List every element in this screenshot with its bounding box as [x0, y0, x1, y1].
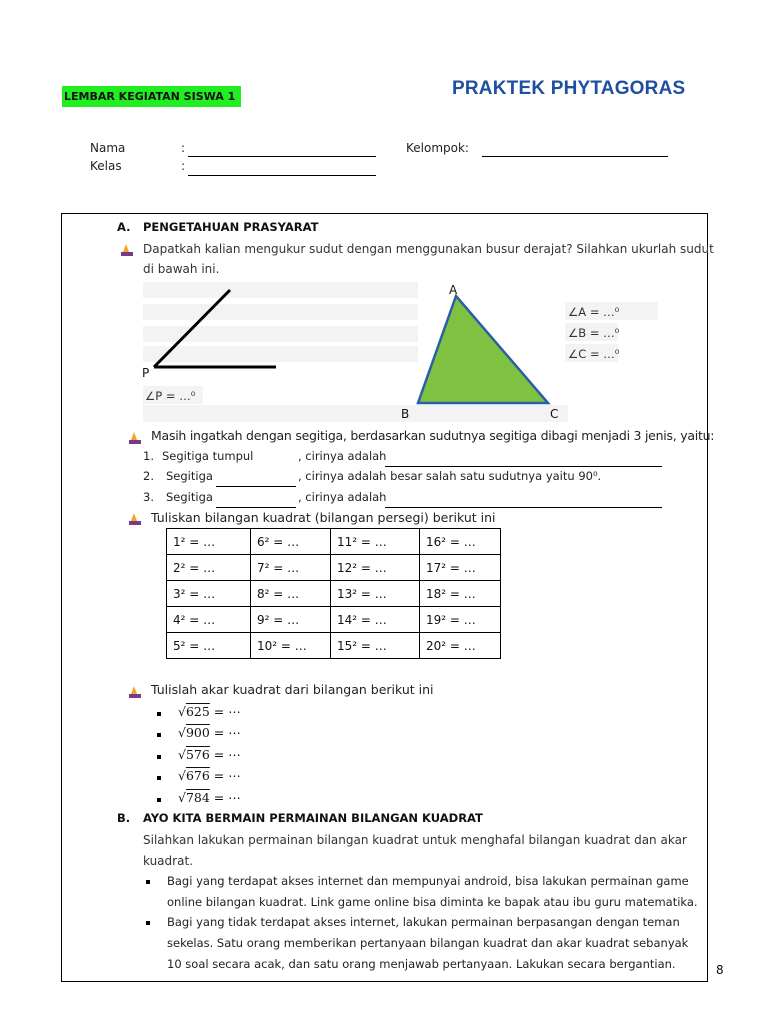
root-item: √576 = ⋯ [178, 747, 241, 762]
page-title: PRAKTEK PHYTAGORAS [452, 78, 686, 99]
table-cell[interactable]: 9² = … [251, 607, 331, 633]
item-3-b: , cirinya adalah [298, 490, 387, 504]
kelompok-field[interactable] [482, 142, 668, 161]
section-b-intro-1: Silahkan lakukan permainan bilangan kuadrat untuk menghafal bilangan kuadrat dan akar [143, 833, 687, 847]
nama-field[interactable] [188, 142, 376, 161]
table-cell[interactable]: 13² = … [331, 581, 420, 607]
table-cell[interactable]: 18² = … [420, 581, 501, 607]
b2-line3: 10 soal secara acak, dan satu orang menjawab pertanyaan. Lakukan secara bergantian. [167, 957, 676, 971]
pencil-bullet-icon [129, 686, 141, 698]
pencil-bullet-icon [129, 432, 141, 444]
table-cell[interactable]: 16² = … [420, 529, 501, 555]
item-3-num: 3. [143, 490, 154, 504]
q4-text: Tulislah akar kuadrat dari bilangan berikut ini [151, 682, 434, 697]
table-row [167, 581, 501, 607]
table-cell[interactable]: 2² = … [167, 555, 251, 581]
angle-p-figure [140, 280, 290, 380]
item-2-b: , cirinya adalah besar salah satu sudutnya yaitu 90⁰. [298, 469, 602, 483]
vertex-a-label: A [449, 283, 458, 297]
kelas-field[interactable] [188, 161, 376, 180]
item-1-b: , cirinya adalah [298, 449, 387, 463]
table-cell[interactable]: 6² = … [251, 529, 331, 555]
vertex-c-label: C [550, 407, 559, 421]
b1-line1: Bagi yang terdapat akses internet dan mempunyai android, bisa lakukan permainan game [167, 874, 689, 888]
table-cell[interactable]: 15² = … [331, 633, 420, 659]
table-cell[interactable]: 3² = … [167, 581, 251, 607]
table-cell[interactable]: 14² = … [331, 607, 420, 633]
q1-line2: di bawah ini. [143, 262, 220, 276]
section-a-title: PENGETAHUAN PRASYARAT [143, 220, 319, 234]
angle-a-answer: ∠A = …⁰ [568, 305, 620, 319]
table-cell[interactable]: 19² = … [420, 607, 501, 633]
root-item: √784 = ⋯ [178, 790, 241, 805]
triangle-abc-figure [410, 290, 555, 410]
table-cell[interactable]: 7² = … [251, 555, 331, 581]
table-row [167, 555, 501, 581]
section-b-intro-2: kuadrat. [143, 854, 193, 868]
kelas-label: Kelas [90, 159, 122, 173]
section-a-letter: A. [117, 220, 131, 234]
pencil-bullet-icon [129, 513, 141, 525]
table-cell[interactable]: 20² = … [420, 633, 501, 659]
table-cell[interactable]: 5² = … [167, 633, 251, 659]
root-item: √676 = ⋯ [178, 768, 241, 783]
table-cell[interactable]: 4² = … [167, 607, 251, 633]
angle-p-vertex-label: P [142, 366, 150, 380]
root-item: √900 = ⋯ [178, 725, 241, 740]
table-cell[interactable]: 11² = … [331, 529, 420, 555]
nama-colon: : [181, 141, 186, 155]
item-2-blank[interactable] [216, 472, 296, 491]
pencil-bullet-icon [121, 244, 133, 256]
vertex-b-label: B [401, 407, 410, 421]
q3-text: Tuliskan bilangan kuadrat (bilangan persegi) berikut ini [151, 510, 496, 525]
item-1-a: Segitiga tumpul [162, 449, 254, 463]
q1-line1: Dapatkah kalian mengukur sudut dengan menggunakan busur derajat? Silahkan ukurlah sudut [143, 242, 714, 256]
section-b-letter: B. [117, 811, 131, 825]
root-item: √625 = ⋯ [178, 704, 241, 719]
angle-c-answer: ∠C = …⁰ [568, 347, 620, 361]
section-b-title: AYO KITA BERMAIN PERMAINAN BILANGAN KUADRAT [143, 811, 483, 825]
angle-b-answer: ∠B = …⁰ [568, 326, 620, 340]
worksheet-tag: LEMBAR KEGIATAN SISWA 1 [62, 86, 241, 107]
table-cell[interactable]: 17² = … [420, 555, 501, 581]
kelas-colon: : [181, 159, 186, 173]
table-row [167, 529, 501, 555]
item-1-num: 1. [143, 449, 154, 463]
table-cell[interactable]: 8² = … [251, 581, 331, 607]
square-numbers-table [166, 528, 501, 659]
b2-line2: sekelas. Satu orang memberikan pertanyaan bilangan kuadrat dan akar kuadrat sebanyak [167, 936, 689, 950]
page-number: 8 [716, 963, 724, 977]
q2-text: Masih ingatkah dengan segitiga, berdasarkan sudutnya segitiga dibagi menjadi 3 jenis, yaitu: [151, 428, 715, 443]
table-row [167, 607, 501, 633]
nama-label: Nama [90, 141, 126, 155]
table-cell[interactable]: 10² = … [251, 633, 331, 659]
item-2-a: Segitiga [166, 469, 213, 483]
table-cell[interactable]: 1² = … [167, 529, 251, 555]
table-row [167, 633, 501, 659]
angle-p-answer: ∠P = …⁰ [145, 389, 196, 403]
b1-line2: online bilangan kuadrat. Link game online bisa diminta ke bapak atau ibu guru matematika. [167, 895, 698, 909]
item-2-num: 2. [143, 469, 154, 483]
kelompok-label: Kelompok: [406, 141, 469, 155]
table-cell[interactable]: 12² = … [331, 555, 420, 581]
item-3-a: Segitiga [166, 490, 213, 504]
b2-line1: Bagi yang tidak terdapat akses internet, lakukan permainan berpasangan dengan teman [167, 915, 680, 929]
